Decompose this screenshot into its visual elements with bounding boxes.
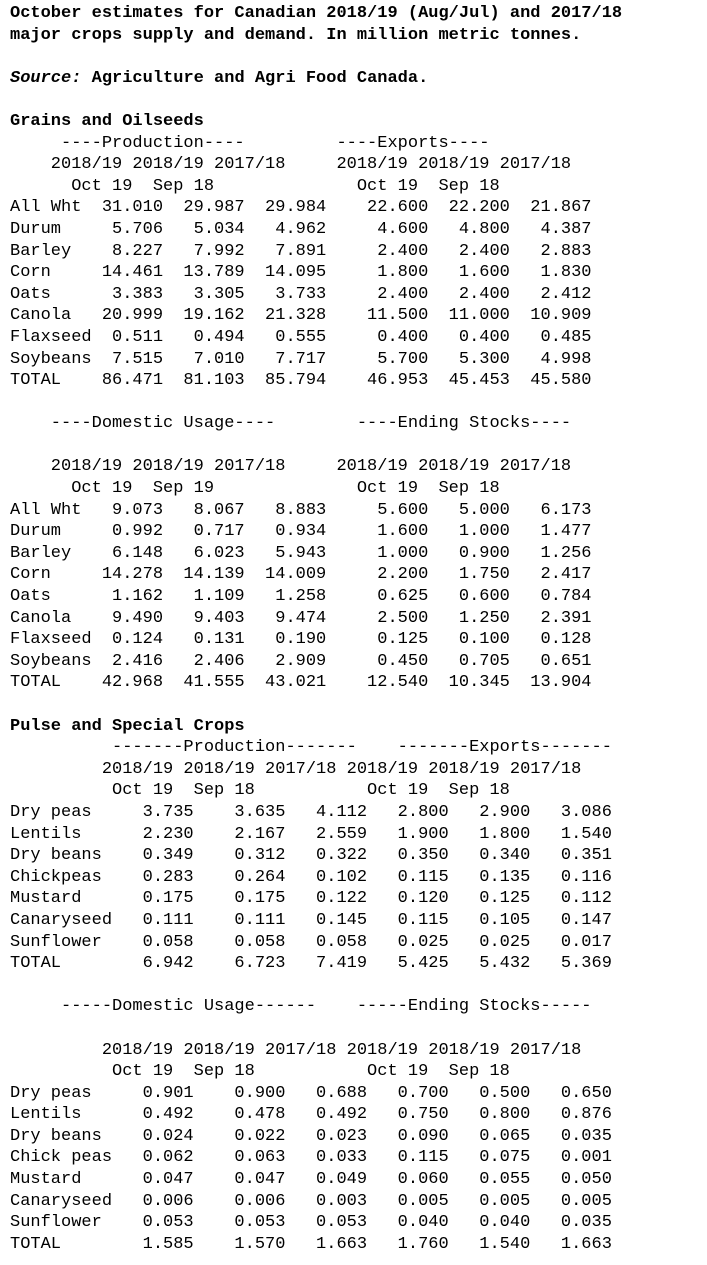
- table-row: Soybeans 2.416 2.406 2.909 0.450 0.705 0.651: [10, 651, 592, 671]
- table-row: Lentils 2.230 2.167 2.559 1.900 1.800 1.540: [10, 824, 612, 844]
- pulse-year-header-2: 2018/19 2018/19 2017/18 2018/19 2018/19 2017/18: [10, 1040, 582, 1060]
- table-row: Chickpeas 0.283 0.264 0.102 0.115 0.135 0.116: [10, 867, 612, 887]
- table-row: Sunflower 0.053 0.053 0.053 0.040 0.040 0.035: [10, 1213, 612, 1233]
- pulse-production-exports-header: -------Production------- -------Exports-------: [10, 738, 612, 758]
- table-row: Canola 9.490 9.403 9.474 2.500 1.250 2.391: [10, 608, 592, 628]
- document-text: [10, 3, 622, 1255]
- table-row-total: TOTAL 1.585 1.570 1.663 1.760 1.540 1.663: [10, 1234, 612, 1254]
- source-text: Agriculture and Agri Food Canada.: [81, 68, 429, 88]
- section-title-grains: Grains and Oilseeds: [10, 111, 204, 131]
- title-line-2: major crops supply and demand. In million metric tonnes.: [10, 25, 582, 45]
- table-row: Mustard 0.175 0.175 0.122 0.120 0.125 0.112: [10, 889, 612, 909]
- table-row: Barley 8.227 7.992 7.891 2.400 2.400 2.883: [10, 241, 592, 261]
- table-row: Mustard 0.047 0.047 0.049 0.060 0.055 0.050: [10, 1170, 612, 1190]
- table-row: Chick peas 0.062 0.063 0.033 0.115 0.075 0.001: [10, 1148, 612, 1168]
- grains-month-header-2: Oct 19 Sep 19 Oct 19 Sep 18: [10, 479, 500, 499]
- table-row: Canaryseed 0.111 0.111 0.145 0.115 0.105 0.147: [10, 910, 612, 930]
- table-row: Flaxseed 0.511 0.494 0.555 0.400 0.400 0.485: [10, 327, 592, 347]
- table-row: Dry peas 3.735 3.635 4.112 2.800 2.900 3.086: [10, 802, 612, 822]
- grains-month-header: Oct 19 Sep 18 Oct 19 Sep 18: [10, 176, 500, 196]
- table-row: Corn 14.461 13.789 14.095 1.800 1.600 1.830: [10, 263, 592, 283]
- table-row: Sunflower 0.058 0.058 0.058 0.025 0.025 0.017: [10, 932, 612, 952]
- table-row-total: TOTAL 86.471 81.103 85.794 46.953 45.453 45.580: [10, 371, 592, 391]
- source-label: Source:: [10, 68, 82, 88]
- section-title-pulse: Pulse and Special Crops: [10, 716, 245, 736]
- table-row-total: TOTAL 6.942 6.723 7.419 5.425 5.432 5.369: [10, 954, 612, 974]
- table-row-total: TOTAL 42.968 41.555 43.021 12.540 10.345 13.904: [10, 673, 592, 693]
- table-row: Canaryseed 0.006 0.006 0.003 0.005 0.005 0.005: [10, 1191, 612, 1211]
- grains-production-exports-header: ----Production---- ----Exports----: [10, 133, 490, 153]
- title-line-1: October estimates for Canadian 2018/19 (Aug/Jul) and 2017/18: [10, 4, 623, 23]
- table-row: All Wht 9.073 8.067 8.883 5.600 5.000 6.173: [10, 500, 592, 520]
- table-row: Corn 14.278 14.139 14.009 2.200 1.750 2.417: [10, 565, 592, 585]
- pulse-domestic-stocks-header: -----Domestic Usage------ -----Ending Stocks-----: [10, 997, 592, 1017]
- table-row: Soybeans 7.515 7.010 7.717 5.700 5.300 4.998: [10, 349, 592, 369]
- table-row: Durum 0.992 0.717 0.934 1.600 1.000 1.477: [10, 522, 592, 542]
- table-row: Durum 5.706 5.034 4.962 4.600 4.800 4.387: [10, 219, 592, 239]
- grains-domestic-stocks-header: ----Domestic Usage---- ----Ending Stocks----: [10, 414, 572, 434]
- pulse-month-header-2: Oct 19 Sep 18 Oct 19 Sep 18: [10, 1062, 510, 1082]
- table-row: Oats 3.383 3.305 3.733 2.400 2.400 2.412: [10, 284, 592, 304]
- table-row: Oats 1.162 1.109 1.258 0.625 0.600 0.784: [10, 587, 592, 607]
- table-row: Flaxseed 0.124 0.131 0.190 0.125 0.100 0.128: [10, 630, 592, 650]
- table-row: All Wht 31.010 29.987 29.984 22.600 22.200 21.867: [10, 198, 592, 218]
- table-row: Canola 20.999 19.162 21.328 11.500 11.000 10.909: [10, 306, 592, 326]
- pulse-month-header: Oct 19 Sep 18 Oct 19 Sep 18: [10, 781, 510, 801]
- pulse-year-header: 2018/19 2018/19 2017/18 2018/19 2018/19 2017/18: [10, 759, 582, 779]
- grains-year-header-2: 2018/19 2018/19 2017/18 2018/19 2018/19 2017/18: [10, 457, 572, 477]
- table-row: Dry peas 0.901 0.900 0.688 0.700 0.500 0.650: [10, 1083, 612, 1103]
- table-row: Barley 6.148 6.023 5.943 1.000 0.900 1.256: [10, 543, 592, 563]
- table-row: Dry beans 0.349 0.312 0.322 0.350 0.340 0.351: [10, 846, 612, 866]
- table-row: Lentils 0.492 0.478 0.492 0.750 0.800 0.876: [10, 1105, 612, 1125]
- table-row: Dry beans 0.024 0.022 0.023 0.090 0.065 0.035: [10, 1126, 612, 1146]
- grains-year-header: 2018/19 2018/19 2017/18 2018/19 2018/19 2017/18: [10, 155, 572, 175]
